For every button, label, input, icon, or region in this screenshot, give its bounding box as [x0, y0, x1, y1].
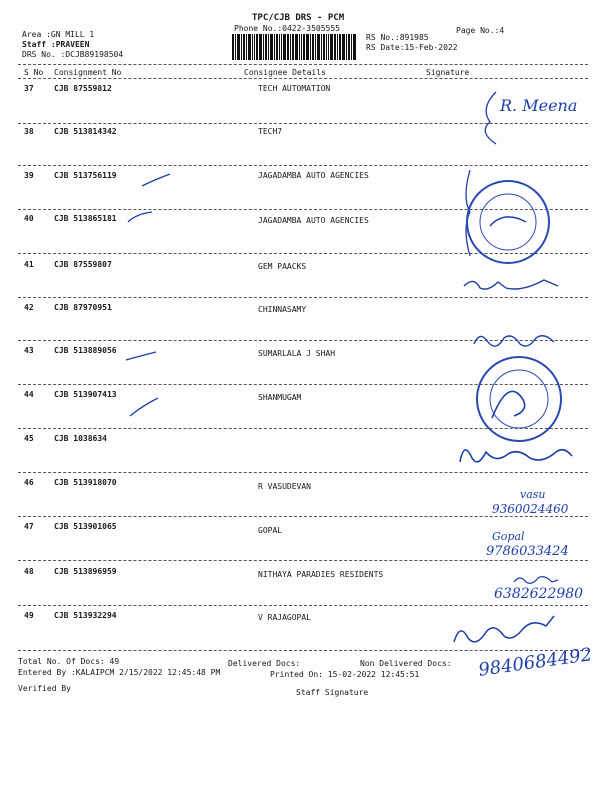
- row-consignee: V RAJAGOPAL: [258, 613, 311, 622]
- signature-43: [470, 326, 560, 356]
- row-sno: 37: [24, 84, 34, 93]
- row-consignment: CJB 87559812: [54, 84, 112, 93]
- signature-41: [462, 272, 562, 296]
- row-sno: 48: [24, 567, 34, 576]
- row-consignment: CJB 513918070: [54, 478, 117, 487]
- col-sno: S No: [24, 68, 44, 77]
- entered-by: Entered By :KALAIPCM 2/15/2022 12:45:48 PM: [18, 668, 221, 677]
- row-sno: 39: [24, 171, 34, 180]
- row-divider: [18, 297, 588, 298]
- signature-47-phone: 9786033424: [486, 544, 569, 559]
- tick-mark: [140, 172, 180, 188]
- row-consignment: CJB 513814342: [54, 127, 117, 136]
- divider: [18, 78, 588, 79]
- col-consignment: Consignment No: [54, 68, 122, 77]
- row-consignee: R VASUDEVAN: [258, 482, 311, 491]
- signature-49-phone: 9840684492: [477, 644, 594, 681]
- drs-number: DRS No. :DCJB89198504: [22, 50, 124, 59]
- row-divider: [18, 165, 588, 166]
- row-sno: 40: [24, 214, 34, 223]
- sheet-title: TPC/CJB DRS - PCM: [252, 13, 345, 23]
- row-sno: 44: [24, 390, 34, 399]
- non-delivered-docs: Non Delivered Docs:: [360, 659, 452, 668]
- row-sno: 41: [24, 260, 34, 269]
- row-consignment: CJB 513865181: [54, 214, 117, 223]
- row-consignee: SHANMUGAM: [258, 393, 302, 402]
- col-consignee: Consignee Details: [244, 68, 326, 77]
- row-divider: [18, 560, 588, 561]
- company-stamp: [466, 180, 550, 264]
- company-stamp: [476, 356, 562, 442]
- rs-date: RS Date:15-Feb-2022: [366, 43, 458, 52]
- row-consignee: CHINNASAMY: [258, 305, 307, 314]
- row-consignee: TECH7: [258, 127, 283, 136]
- printed-on: Printed On: 15-02-2022 12:45:51: [270, 670, 420, 679]
- page-number: Page No.:4: [456, 26, 505, 35]
- delivered-docs: Delivered Docs:: [228, 659, 301, 668]
- stamp-ring: [468, 182, 548, 262]
- row-consignment: CJB 513932294: [54, 611, 117, 620]
- staff-signature-label: Staff Signature: [296, 688, 369, 697]
- row-consignment: CJB 513896959: [54, 567, 117, 576]
- row-sno: 47: [24, 522, 34, 531]
- row-consignee: GOPAL: [258, 526, 283, 535]
- signature-48-script: [512, 572, 562, 586]
- tick-mark: [128, 396, 168, 418]
- row-consignee: NITHAYA PARADIES RESIDENTS: [258, 570, 384, 579]
- row-sno: 49: [24, 611, 34, 620]
- row-consignee: SUMARLALA J SHAH: [258, 349, 336, 358]
- row-consignee: JAGADAMBA AUTO AGENCIES: [258, 171, 369, 180]
- row-sno: 45: [24, 434, 34, 443]
- row-sno: 43: [24, 346, 34, 355]
- row-sno: 38: [24, 127, 34, 136]
- row-consignment: CJB 513907413: [54, 390, 117, 399]
- signature-46-phone: 9360024460: [492, 502, 569, 516]
- tick-mark: [124, 350, 164, 364]
- rs-number: RS No.:891985: [366, 33, 429, 42]
- signature-49: [450, 612, 560, 652]
- tick-mark: [126, 208, 166, 226]
- signature-37: R. Meena: [500, 96, 578, 115]
- area-field: Area :GN MILL 1: [22, 30, 95, 39]
- row-divider: [18, 605, 588, 606]
- total-docs: Total No. Of Docs: 49: [18, 657, 120, 666]
- staff-field: Staff :PRAVEEN: [22, 40, 90, 49]
- divider: [18, 64, 588, 65]
- row-consignment: CJB 513901065: [54, 522, 117, 531]
- row-sno: 42: [24, 303, 34, 312]
- signature-47-name: Gopal: [492, 530, 525, 543]
- signature-46-name: vasu: [520, 488, 546, 501]
- verified-by: Verified By: [18, 684, 71, 693]
- barcode: [232, 34, 356, 60]
- stamp-ring: [478, 358, 560, 440]
- row-consignment: CJB 87970951: [54, 303, 112, 312]
- row-consignment: CJB 1038634: [54, 434, 107, 443]
- row-consignee: TECH AUTOMATION: [258, 84, 331, 93]
- row-consignee: JAGADAMBA AUTO AGENCIES: [258, 216, 369, 225]
- row-divider: [18, 516, 588, 517]
- row-sno: 46: [24, 478, 34, 487]
- signature-48-phone: 6382622980: [494, 586, 584, 602]
- col-signature: Signature: [426, 68, 470, 77]
- phone-number: Phone No.:0422-3505555: [234, 24, 340, 33]
- row-consignment: CJB 87559807: [54, 260, 112, 269]
- row-consignment: CJB 513889056: [54, 346, 117, 355]
- signature-45: [456, 434, 576, 474]
- row-consignment: CJB 513756119: [54, 171, 117, 180]
- row-consignee: GEM PAACKS: [258, 262, 307, 271]
